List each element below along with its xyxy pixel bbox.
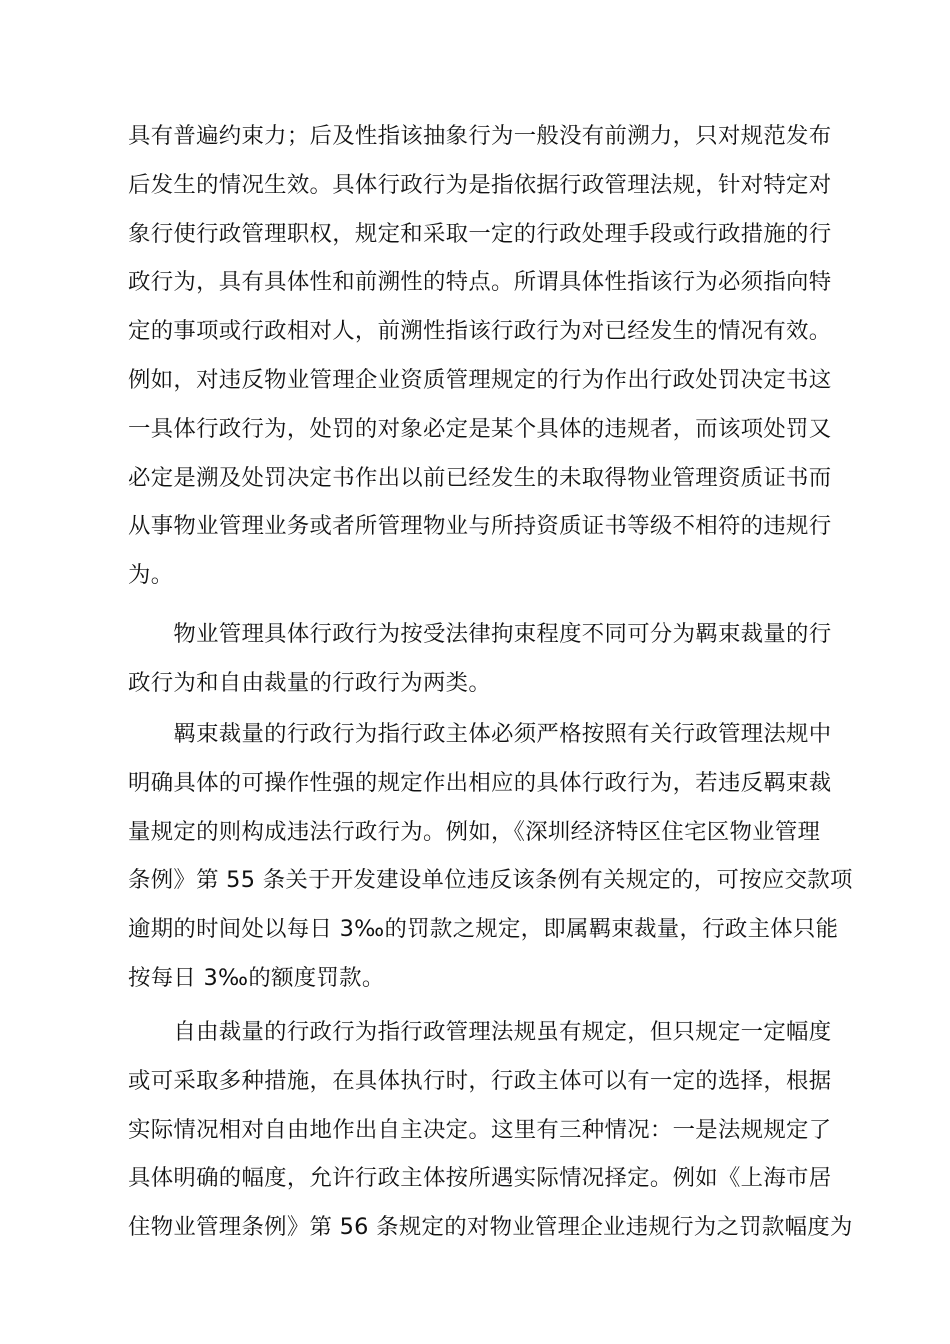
text-line: 象行使行政管理职权，规定和采取一定的行政处理手段或行政措施的行: [128, 220, 832, 247]
text-line: 羁束裁量的行政行为指行政主体必须严格按照有关行政管理法规中: [128, 721, 832, 747]
paragraph-3: [128, 710, 853, 1003]
text-line: 住物业管理条例》第 56 条规定的对物业管理企业违规行为之罚款幅度为: [128, 1214, 853, 1241]
text-line: 从事物业管理业务或者所管理物业与所持资质证书等级不相符的违规行: [128, 513, 832, 540]
text-line: 具体明确的幅度，允许行政主体按所遇实际情况择定。例如《上海市居: [128, 1165, 832, 1192]
text-line: 例如，对违反物业管理企业资质管理规定的行为作出行政处罚决定书这: [128, 366, 832, 393]
paragraph-2: [128, 610, 833, 708]
text-line: 后发生的情况生效。具体行政行为是指依据行政管理法规，针对特定对: [128, 171, 832, 198]
text-line: 物业管理具体行政行为按受法律拘束程度不同可分为羁束裁量的行: [128, 621, 832, 647]
text-line: 逾期的时间处以每日 3‰的罚款之规定，即属羁束裁量，行政主体只能: [128, 916, 839, 943]
text-line: 或可采取多种措施，在具体执行时，行政主体可以有一定的选择，根据: [128, 1067, 832, 1094]
text-line: 条例》第 55 条关于开发建设单位违反该条例有关规定的，可按应交款项: [128, 867, 853, 894]
paragraph-1: [128, 112, 833, 600]
text-line: 政行为和自由裁量的行政行为两类。: [128, 669, 492, 696]
paragraph-4: [128, 1008, 853, 1252]
text-line: 一具体行政行为，处罚的对象必定是某个具体的违规者，而该项处罚又: [128, 415, 832, 442]
text-line: 自由裁量的行政行为指行政管理法规虽有规定，但只规定一定幅度: [128, 1019, 832, 1045]
text-line: 定的事项或行政相对人，前溯性指该行政行为对已经发生的情况有效。: [128, 318, 832, 345]
text-line: 量规定的则构成违法行政行为。例如，《深圳经济特区住宅区物业管理: [128, 818, 821, 845]
text-line: 具有普遍约束力；后及性指该抽象行为一般没有前溯力，只对规范发布: [128, 123, 832, 149]
text-line: 必定是溯及处罚决定书作出以前已经发生的未取得物业管理资质证书而: [128, 464, 832, 491]
text-line: 按每日 3‰的额度罚款。: [128, 964, 385, 991]
text-line: 明确具体的可操作性强的规定作出相应的具体行政行为，若违反羁束裁: [128, 769, 832, 796]
text-line: 政行为，具有具体性和前溯性的特点。所谓具体性指该行为必须指向特: [128, 269, 832, 296]
text-line: 为。: [128, 562, 174, 589]
text-line: 实际情况相对自由地作出自主决定。这里有三种情况：一是法规规定了: [128, 1116, 832, 1143]
